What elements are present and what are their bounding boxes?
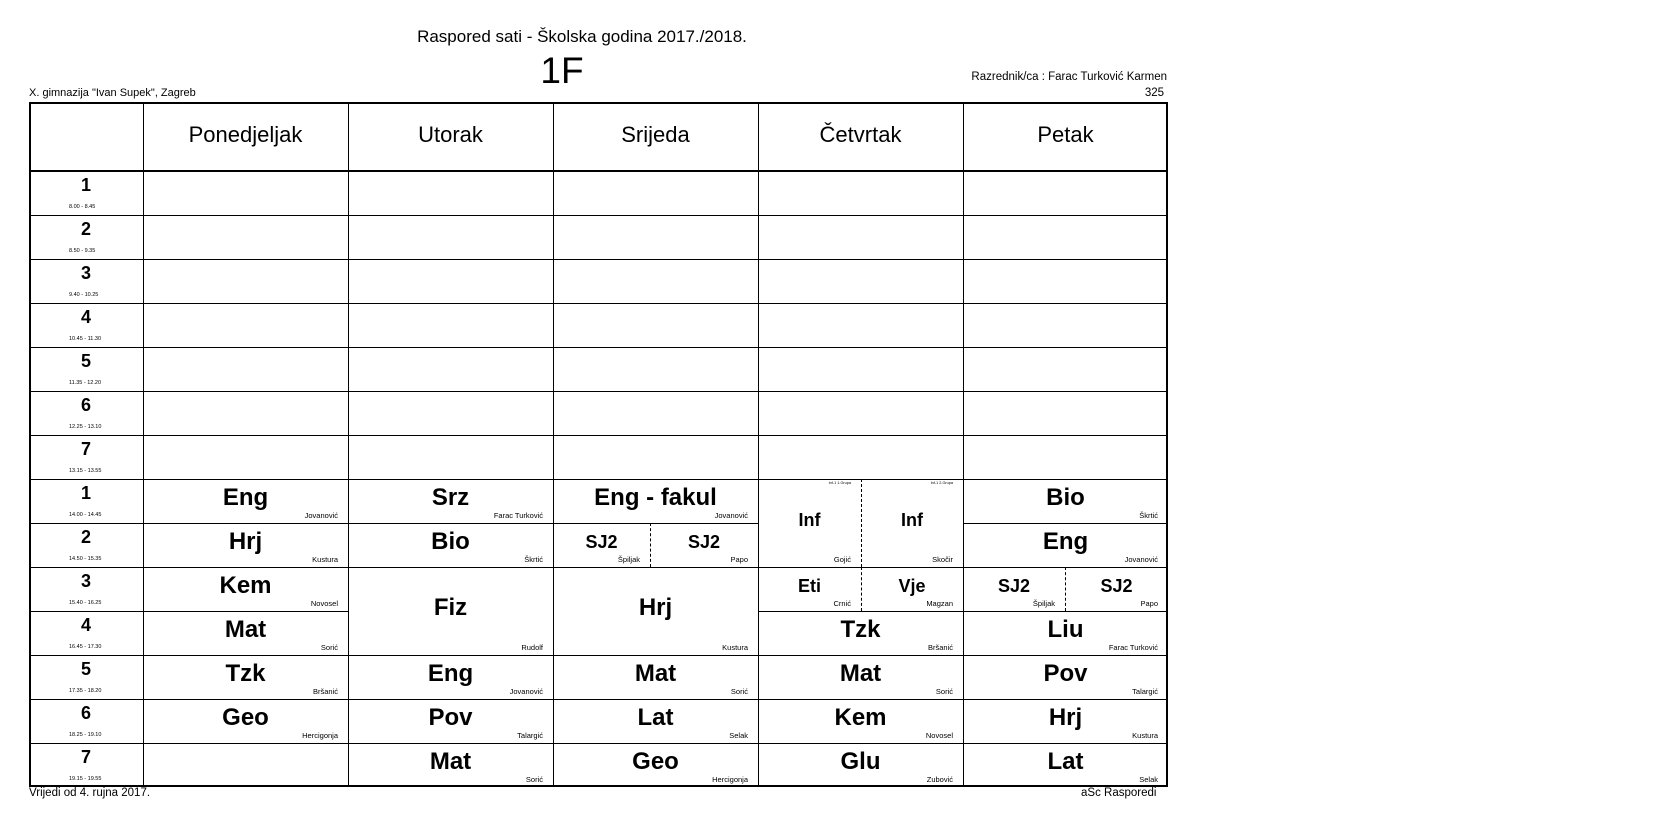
lesson-teacher: Farac Turković <box>1108 643 1158 652</box>
period-time: 19.15 - 19.55 <box>69 776 102 782</box>
lesson-teacher: Selak <box>1139 775 1158 784</box>
lesson-teacher: Skočir <box>932 555 953 564</box>
grid-line <box>758 611 963 612</box>
period-time: 14.00 - 14.45 <box>69 512 102 518</box>
day-header-četvrtak: Četvrtak <box>819 122 902 147</box>
grid-line <box>143 259 1168 260</box>
lesson-subject[interactable]: Tzk <box>225 659 266 687</box>
lesson-subject[interactable]: Bio <box>431 527 470 555</box>
lesson-subject[interactable]: Mat <box>634 659 677 687</box>
lesson-subject[interactable]: SJ2 <box>585 532 618 553</box>
grid-line <box>29 347 143 348</box>
lesson-subject[interactable]: Inf <box>798 510 821 531</box>
grid-line <box>143 567 348 568</box>
lesson-teacher: Zubović <box>926 775 953 784</box>
lesson-teacher: Bršanić <box>927 643 953 652</box>
period-time: 18.25 - 19.10 <box>69 732 102 738</box>
lesson-subject[interactable]: Mat <box>429 747 472 775</box>
grid-line <box>143 611 348 612</box>
period-number: 4 <box>80 307 91 327</box>
grid-line <box>143 303 1168 304</box>
grid-line <box>29 611 143 612</box>
grid-line <box>29 479 143 480</box>
group-divider <box>1065 567 1066 611</box>
lesson-teacher: Papo <box>1140 599 1158 608</box>
period-time: 9.40 - 10.25 <box>69 292 99 298</box>
lesson-subject[interactable]: SJ2 <box>687 532 721 553</box>
lesson-teacher: Jovanović <box>304 511 338 520</box>
lesson-subject[interactable]: Mat <box>224 615 267 643</box>
grid-line <box>143 391 1168 392</box>
group-divider <box>650 523 651 567</box>
timetable-grid <box>29 102 1168 787</box>
period-number: 3 <box>80 263 91 283</box>
lesson-subject[interactable]: SJ2 <box>1100 576 1133 597</box>
lesson-subject[interactable]: Mat <box>839 659 882 687</box>
lesson-teacher: Sorić <box>935 687 953 696</box>
grid-line <box>348 655 553 656</box>
lesson-subject[interactable]: Hrj <box>228 527 263 555</box>
grid-line <box>29 655 143 656</box>
grid-line <box>963 699 1168 700</box>
grid-line <box>553 743 758 744</box>
headteacher: Razrednik/ca : Farac Turković Karmen <box>971 71 1167 83</box>
period-time: 10.45 - 11.30 <box>69 336 102 342</box>
lesson-teacher: Rudolf <box>521 643 543 652</box>
grid-line <box>29 435 143 436</box>
day-header-petak: Petak <box>1037 122 1094 147</box>
grid-line <box>29 303 143 304</box>
lesson-teacher: Jovanović <box>509 687 543 696</box>
period-number: 5 <box>80 351 91 371</box>
lesson-subject[interactable]: Kem <box>219 571 272 599</box>
period-number: 1 <box>80 175 91 195</box>
grid-line <box>29 170 1168 172</box>
grid-line <box>143 523 348 524</box>
period-number: 7 <box>80 439 91 459</box>
lesson-subject[interactable]: Bio <box>1046 483 1085 511</box>
grid-line <box>29 743 143 744</box>
period-number: 5 <box>80 659 91 679</box>
lesson-subject[interactable]: Glu <box>840 747 881 775</box>
grid-line <box>758 699 963 700</box>
grid-line <box>29 102 1168 104</box>
lesson-subject[interactable]: SJ2 <box>997 576 1031 597</box>
lesson-subject[interactable]: Hrj <box>1048 703 1083 731</box>
grid-line <box>348 743 553 744</box>
period-time: 11.35 - 12.20 <box>69 380 102 386</box>
period-time: 13.15 - 13.55 <box>69 468 102 474</box>
grid-line <box>29 259 143 260</box>
period-number: 2 <box>80 527 91 547</box>
grid-line <box>143 435 1168 436</box>
lesson-teacher: Škrtić <box>524 555 543 564</box>
period-number: 4 <box>80 615 91 635</box>
group-divider <box>861 567 862 611</box>
lesson-subject[interactable]: Lat <box>637 703 674 731</box>
lesson-subject[interactable]: Vje <box>898 576 926 597</box>
lesson-teacher: Selak <box>729 731 748 740</box>
period-number: 6 <box>80 395 91 415</box>
day-header-ponedjeljak: Ponedjeljak <box>188 122 303 147</box>
day-header-utorak: Utorak <box>418 122 483 147</box>
lesson-teacher: Sorić <box>525 775 543 784</box>
lesson-teacher: Sorić <box>320 643 338 652</box>
period-number: 7 <box>80 747 91 767</box>
grid-line <box>29 567 143 568</box>
grid-line <box>963 611 1168 612</box>
period-time: 17.35 - 18.20 <box>69 688 102 694</box>
lesson-subject[interactable]: Srz <box>431 483 470 511</box>
period-time: 15.40 - 16.25 <box>69 600 102 606</box>
grid-line <box>29 523 143 524</box>
grid-line <box>143 699 348 700</box>
lesson-teacher: Sorić <box>730 687 748 696</box>
lesson-teacher: Novosel <box>925 731 953 740</box>
lesson-subject[interactable]: Liu <box>1047 615 1084 643</box>
period-time: 14.50 - 15.35 <box>69 556 102 562</box>
period-time: 16.45 - 17.30 <box>69 644 102 650</box>
lesson-teacher: Novosel <box>310 599 338 608</box>
grid-line <box>963 523 1168 524</box>
lesson-teacher: Špiljak <box>1032 599 1055 608</box>
class-name: 1F <box>540 50 584 91</box>
school-name: X. gimnazija "Ivan Supek", Zagreb <box>29 87 196 99</box>
grid-line <box>553 655 758 656</box>
lesson-subject[interactable]: Eng <box>222 483 269 511</box>
grid-line <box>143 743 348 744</box>
grid-line <box>29 215 143 216</box>
grid-line <box>758 655 963 656</box>
grid-line <box>553 523 758 524</box>
validity-date: Vrijedi od 4. rujna 2017. <box>29 787 151 799</box>
period-number: 2 <box>80 219 91 239</box>
lesson-subject[interactable]: Eti <box>797 576 821 597</box>
lesson-subject[interactable]: Eng <box>1042 527 1089 555</box>
period-number: 1 <box>80 483 91 503</box>
lesson-teacher: Bršanić <box>312 687 338 696</box>
lesson-subject[interactable]: Pov <box>428 703 473 731</box>
period-time: 8.50 - 9.35 <box>69 248 96 254</box>
lesson-teacher: Farac Turković <box>493 511 543 520</box>
lesson-teacher: Jovanović <box>1124 555 1158 564</box>
room-number: 325 <box>1144 87 1164 99</box>
lesson-teacher: Hercigonja <box>712 775 748 784</box>
grid-line <box>29 785 1168 787</box>
grid-line <box>143 347 1168 348</box>
lesson-teacher: Kustura <box>1132 731 1158 740</box>
lesson-teacher: Škrtić <box>1139 511 1158 520</box>
grid-line <box>143 215 1168 216</box>
grid-line <box>758 743 963 744</box>
grid-line <box>553 567 758 568</box>
period-time: 12.25 - 13.10 <box>69 424 102 430</box>
period-number: 3 <box>80 571 91 591</box>
lesson-teacher: Papo <box>730 555 748 564</box>
day-header-srijeda: Srijeda <box>621 122 690 147</box>
grid-line <box>29 391 143 392</box>
grid-line <box>348 699 553 700</box>
lesson-subject[interactable]: Hrj <box>638 593 673 621</box>
lesson-teacher: Talargić <box>1132 687 1158 696</box>
lesson-teacher: Kustura <box>312 555 338 564</box>
lesson-group: Inf-1 2.Grupa <box>930 481 953 485</box>
group-divider <box>861 479 862 567</box>
lesson-group: Inf-1 1.Grupa <box>828 481 851 485</box>
lesson-teacher: Crnić <box>833 599 851 608</box>
lesson-teacher: Talargić <box>517 731 543 740</box>
lesson-teacher: Gojić <box>833 555 851 564</box>
lesson-subject[interactable]: Inf <box>901 510 923 531</box>
grid-line <box>963 743 1168 744</box>
lesson-subject[interactable]: Geo <box>222 703 269 731</box>
grid-line <box>963 655 1168 656</box>
lesson-teacher: Kustura <box>722 643 748 652</box>
lesson-subject[interactable]: Eng <box>427 659 474 687</box>
timetable-title: Raspored sati - Školska godina 2017./2018. <box>417 27 747 46</box>
lesson-subject[interactable]: Tzk <box>840 615 881 643</box>
lesson-subject[interactable]: Lat <box>1047 747 1084 775</box>
lesson-teacher: Hercigonja <box>302 731 338 740</box>
grid-line <box>348 523 553 524</box>
grid-line <box>29 699 143 700</box>
lesson-teacher: Magzan <box>926 599 953 608</box>
lesson-subject[interactable]: Eng - fakul <box>594 483 717 511</box>
period-number: 6 <box>80 703 91 723</box>
grid-line <box>553 699 758 700</box>
software-credit: aSc Rasporedi <box>1081 787 1157 799</box>
lesson-subject[interactable]: Pov <box>1043 659 1088 687</box>
lesson-teacher: Špiljak <box>617 555 640 564</box>
lesson-subject[interactable]: Kem <box>834 703 887 731</box>
lesson-subject[interactable]: Fiz <box>433 593 468 621</box>
lesson-teacher: Jovanović <box>714 511 748 520</box>
grid-line <box>348 567 553 568</box>
period-time: 8.00 - 8.45 <box>69 204 96 210</box>
lesson-subject[interactable]: Geo <box>632 747 679 775</box>
grid-line <box>143 655 348 656</box>
grid-line <box>143 479 1168 480</box>
